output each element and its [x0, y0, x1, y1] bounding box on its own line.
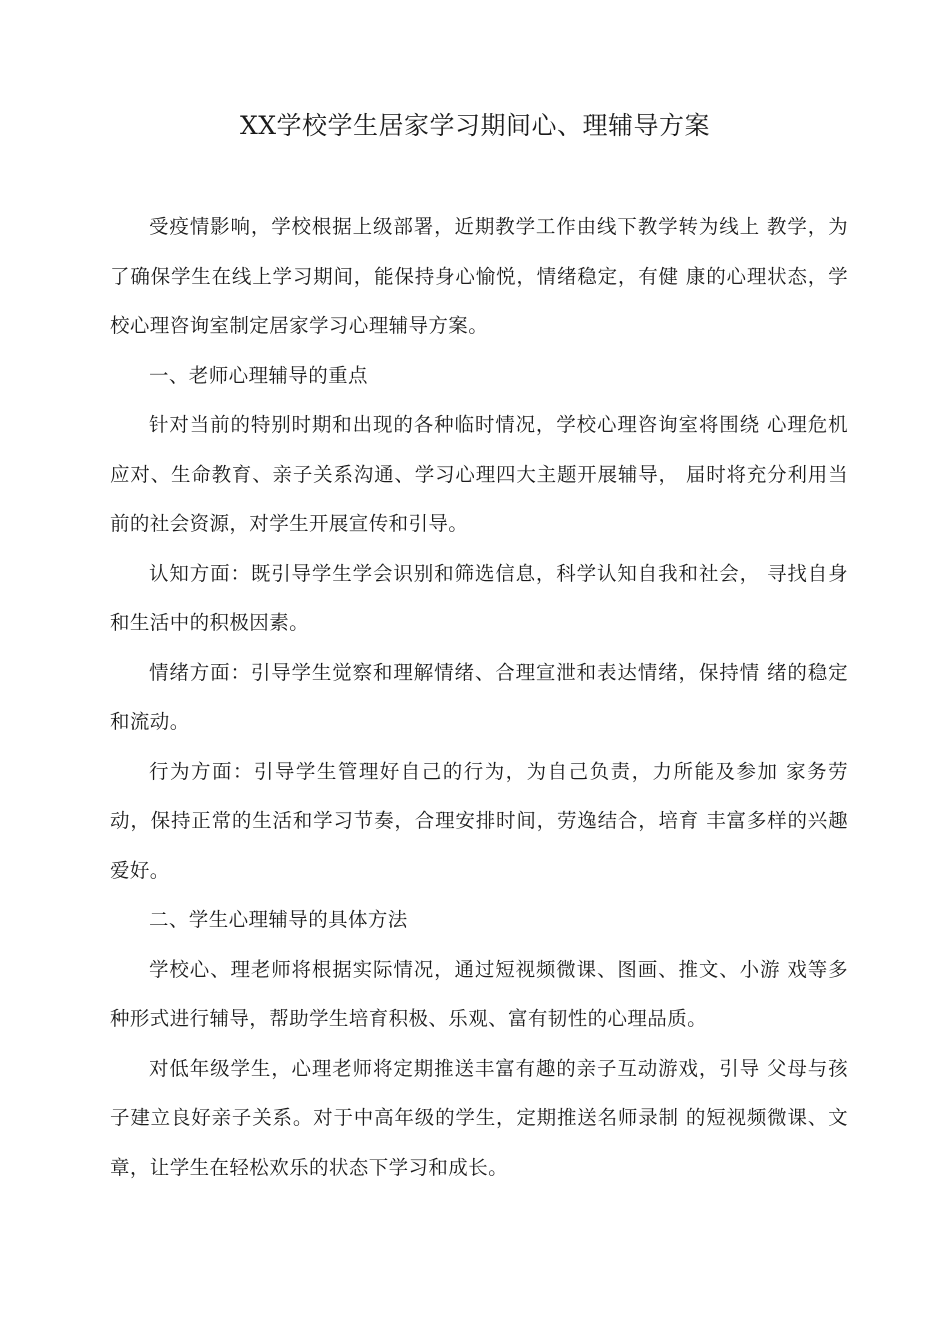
paragraph-methods: 学校心、理老师将根据实际情况，通过短视频微课、图画、推文、小游 戏等多种形式进行辅导，帮助学生培育积极、乐观、富有韧性的心理品质。 [110, 957, 848, 1030]
paragraph-grades: 对低年级学生，心理老师将定期推送丰富有趣的亲子互动游戏，引导 父母与孩子建立良好亲子关系。对于中高年级的学生，定期推送名师录制 的短视频微课、文章，让学生在轻松欢乐的状态下学习和成长。 [110, 1056, 848, 1179]
document-body [110, 202, 848, 1192]
document-title: XX学校学生居家学习期间心、理辅导方案 [239, 111, 711, 140]
section-heading-1: 一、老师心理辅导的重点 [149, 363, 368, 387]
section-heading-2: 二、学生心理辅导的具体方法 [149, 908, 408, 931]
paragraph-emotion: 情绪方面：引导学生觉察和理解情绪、合理宣泄和表达情绪，保持情 绪的稳定和流动。 [110, 660, 848, 733]
paragraph-intro: 受疫情影响，学校根据上级部署，近期教学工作由线下教学转为线上 教学，为了确保学生在线上学习期间，能保持身心愉悦，情绪稳定，有健 康的心理状态，学校心理咨询室制定居家学习心理辅导方案。 [110, 215, 848, 337]
paragraph-cognition: 认知方面：既引导学生学会识别和筛选信息，科学认知自我和社会， 寻找自身和生活中的积极因素。 [110, 561, 848, 634]
paragraph-behavior: 行为方面：引导学生管理好自己的行为，为自己负责，力所能及参加 家务劳动，保持正常的生活和学习节奏，合理安排时间，劳逸结合，培育 丰富多样的兴趣爱好。 [110, 759, 848, 882]
paragraph-focus: 针对当前的特别时期和出现的各种临时情况，学校心理咨询室将围绕 心理危机应对、生命教育、亲子关系沟通、学习心理四大主题开展辅导， 届时将充分利用当前的社会资源，对学生开展宣传和引导。 [110, 413, 848, 535]
